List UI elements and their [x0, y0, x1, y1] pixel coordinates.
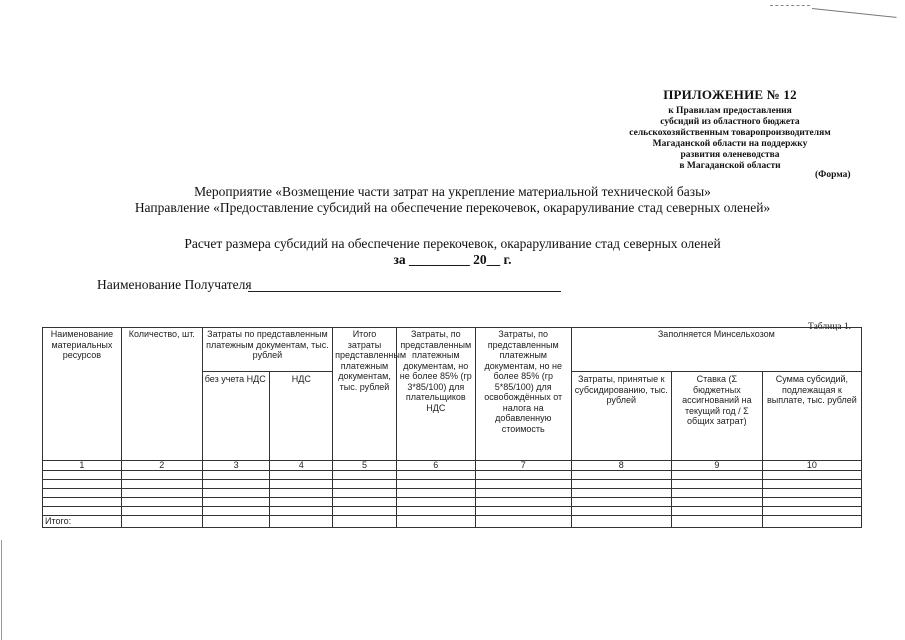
table-cell[interactable] — [202, 516, 270, 528]
table-cell[interactable] — [43, 507, 122, 516]
table-cell[interactable] — [43, 498, 122, 507]
form-label: (Форма) — [815, 170, 851, 180]
header-rate: Ставка (Σ бюджетных ассигнований на текущий год / Σ общих затрат) — [671, 372, 762, 461]
appendix-line: сельскохозяйственным товаропроизводителям — [629, 128, 831, 138]
table-row — [43, 480, 862, 489]
column-number: 1 — [43, 461, 122, 471]
appendix-line: субсидий из областного бюджета — [660, 117, 800, 127]
table-cell[interactable] — [333, 480, 397, 489]
table-cell[interactable] — [396, 498, 475, 507]
table-cell[interactable] — [43, 489, 122, 498]
table-cell[interactable] — [333, 516, 397, 528]
column-number: 4 — [270, 461, 333, 471]
table-cell[interactable] — [475, 507, 571, 516]
calculation-block — [0, 236, 905, 268]
column-number: 6 — [396, 461, 475, 471]
header-quantity: Количество, шт. — [121, 328, 202, 461]
table-cell[interactable] — [121, 489, 202, 498]
direction-title: Направление «Предоставление субсидий на обеспечение перекочевок, окараруливание стад северных оленей» — [134, 200, 771, 215]
table-cell[interactable] — [475, 480, 571, 489]
period-field: за _________ 20__ г. — [393, 252, 512, 267]
recipient-input-line[interactable] — [248, 291, 561, 292]
appendix-title: ПРИЛОЖЕНИЕ № 12 — [663, 87, 797, 102]
scan-mark — [770, 5, 810, 6]
table-cell[interactable] — [270, 507, 333, 516]
column-number: 7 — [475, 461, 571, 471]
appendix-line: в Магаданской области — [679, 161, 781, 171]
table-cell[interactable] — [671, 489, 762, 498]
table-cell[interactable] — [762, 516, 861, 528]
table-cell[interactable] — [762, 471, 861, 480]
table-cell[interactable] — [333, 507, 397, 516]
table-row — [43, 498, 862, 507]
header-accepted-costs: Затраты, принятые к субсидированию, тыс. рублей — [571, 372, 671, 461]
column-number: 8 — [571, 461, 671, 471]
table-cell[interactable] — [333, 498, 397, 507]
table-cell[interactable] — [43, 480, 122, 489]
header-vat: НДС — [270, 372, 333, 461]
appendix-block — [560, 87, 900, 172]
header-resources: Наименование материальных ресурсов — [43, 328, 122, 461]
table-cell[interactable] — [571, 471, 671, 480]
appendix-line: развития оленеводства — [680, 150, 780, 160]
appendix-line: к Правилам предоставления — [668, 106, 792, 116]
table-cell[interactable] — [121, 471, 202, 480]
table-cell[interactable] — [333, 489, 397, 498]
table-cell[interactable] — [571, 507, 671, 516]
table-cell[interactable] — [121, 516, 202, 528]
table-cell[interactable] — [671, 471, 762, 480]
table-cell[interactable] — [762, 498, 861, 507]
scan-edge — [1, 540, 2, 640]
appendix-line: Магаданской области на поддержку — [652, 139, 808, 149]
table-cell[interactable] — [762, 507, 861, 516]
table-cell[interactable] — [475, 516, 571, 528]
table-cell[interactable] — [43, 471, 122, 480]
table-cell[interactable] — [571, 498, 671, 507]
total-label: Итого: — [43, 516, 122, 528]
table-cell[interactable] — [121, 507, 202, 516]
table-row — [43, 471, 862, 480]
table-cell[interactable] — [333, 471, 397, 480]
header-ministry: Заполняется Минсельхозом — [571, 328, 861, 372]
table-cell[interactable] — [202, 498, 270, 507]
header-costs-vat-payers: Затраты, по представленным платежным документам, но не более 85% (гр 3*85/100) для плательщиков НДС — [396, 328, 475, 461]
table-cell[interactable] — [571, 480, 671, 489]
table-label: Таблица 1. — [808, 322, 852, 332]
table-cell[interactable] — [396, 516, 475, 528]
table-cell[interactable] — [475, 498, 571, 507]
table-cell[interactable] — [396, 489, 475, 498]
table-cell[interactable] — [671, 480, 762, 489]
measure-block — [0, 184, 905, 216]
table-cell[interactable] — [270, 471, 333, 480]
table-cell[interactable] — [270, 516, 333, 528]
recipient-label: Наименование Получателя — [97, 277, 252, 292]
table-cell[interactable] — [762, 489, 861, 498]
table-cell[interactable] — [571, 489, 671, 498]
header-without-vat: без учета НДС — [202, 372, 270, 461]
header-costs-exempt: Затраты, по представленным платежным документам, но не более 85% (гр 5*85/100) для освобождённых от налога на добавленную стоимость — [475, 328, 571, 461]
table-cell[interactable] — [671, 507, 762, 516]
calculation-title: Расчет размера субсидий на обеспечение перекочевок, окараруливание стад северных оленей — [184, 236, 721, 251]
column-number: 5 — [333, 461, 397, 471]
table-row — [43, 489, 862, 498]
table-row — [43, 507, 862, 516]
column-number: 3 — [202, 461, 270, 471]
table-cell[interactable] — [270, 498, 333, 507]
header-subsidy-sum: Сумма субсидий, подлежащая к выплате, тыс. рублей — [762, 372, 861, 461]
column-numbers-row — [43, 461, 862, 471]
table-cell[interactable] — [270, 489, 333, 498]
column-number: 9 — [671, 461, 762, 471]
table-cell[interactable] — [270, 480, 333, 489]
table-cell[interactable] — [396, 480, 475, 489]
activity-title: Мероприятие «Возмещение части затрат на укрепление материальной технической базы» — [194, 184, 711, 199]
table-cell[interactable] — [762, 480, 861, 489]
table-cell[interactable] — [475, 471, 571, 480]
table-cell[interactable] — [475, 489, 571, 498]
table-cell[interactable] — [121, 498, 202, 507]
column-number: 10 — [762, 461, 861, 471]
table-cell[interactable] — [202, 471, 270, 480]
table-cell[interactable] — [202, 489, 270, 498]
table-cell[interactable] — [202, 480, 270, 489]
table-cell[interactable] — [571, 516, 671, 528]
subsidy-table — [42, 327, 862, 528]
table-cell[interactable] — [671, 516, 762, 528]
header-total-costs: Итого затраты представленным платежным документам, тыс. рублей — [333, 328, 397, 461]
header-costs-docs: Затраты по представленным платежным документам, тыс. рублей — [202, 328, 332, 372]
table-cell[interactable] — [396, 471, 475, 480]
table-cell[interactable] — [396, 507, 475, 516]
table-cell[interactable] — [671, 498, 762, 507]
column-number: 2 — [121, 461, 202, 471]
table-cell[interactable] — [121, 480, 202, 489]
scan-mark — [812, 8, 897, 18]
table-cell[interactable] — [202, 507, 270, 516]
total-row — [43, 516, 862, 528]
